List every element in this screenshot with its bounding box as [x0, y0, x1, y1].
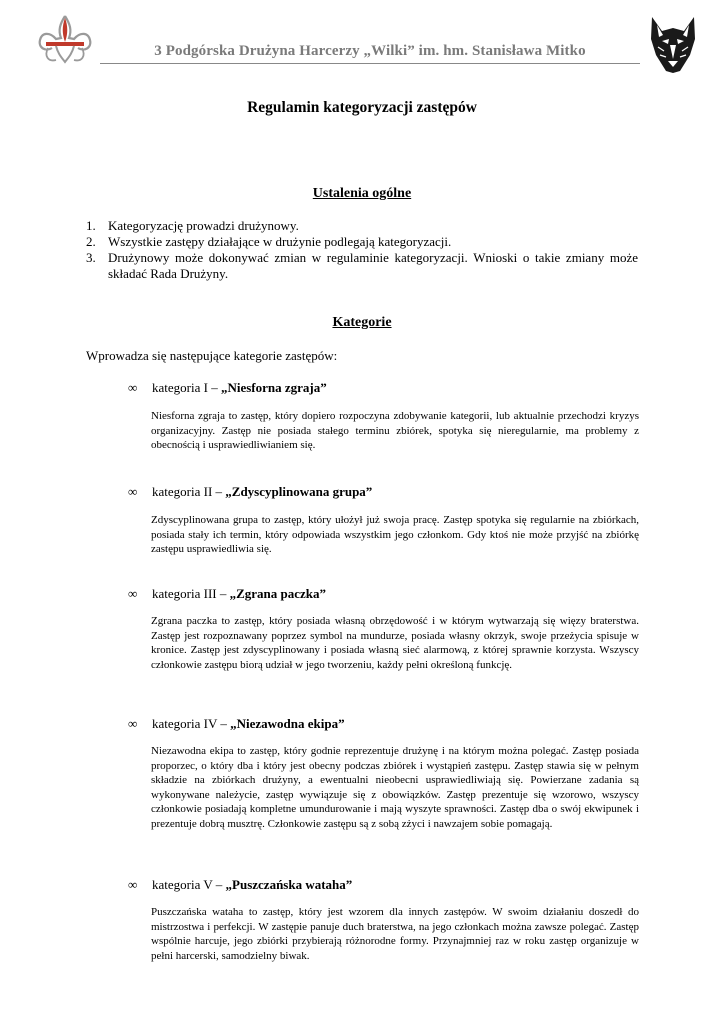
- list-item-text: Kategoryzację prowadzi drużynowy.: [108, 218, 299, 233]
- category-name: „Zgrana paczka”: [229, 586, 327, 601]
- section-heading-general: Ustalenia ogólne: [312, 186, 412, 201]
- document-title: Regulamin kategoryzacji zastępów: [247, 99, 477, 116]
- infinity-bullet-icon: ∞: [128, 716, 138, 731]
- category-label: kategoria II –: [152, 484, 226, 499]
- categories-intro: Wprowadza się następujące kategorie zastępów:: [86, 348, 338, 363]
- category-label: kategoria III –: [152, 586, 230, 601]
- list-item-number: 1.: [86, 218, 96, 233]
- category-description: Puszczańska wataha to zastęp, który jest wzorem dla innych zastępów. W swoim działaniu doszedł do mistrzostwa i perfekcji. W zastępie panuje duch braterstwa, na jego członkach można zawsze polegać. Zastęp wspólnie harcuje, jego zbiórki przybierają różnorodne formy. Przynajmniej raz w roku zastęp organizuje w pełni harcerski, samodzielny biwak.: [151, 906, 639, 962]
- header-divider: [100, 63, 640, 64]
- category-label: kategoria V –: [152, 877, 226, 892]
- list-item-text: Drużynowy może dokonywać zmian w regulaminie kategoryzacji. Wnioski o takie zmiany może składać Rada Drużyny.: [108, 250, 638, 281]
- category-heading: [128, 877, 352, 893]
- category-description: Zdyscyplinowana grupa to zastęp, który ułożył już swoja pracę. Zastęp spotyka się regularnie na zbiórkach, posiada stały ich termin, który odpowiada wszystkim jego członkom. Gdy ktoś nie może przyjść na zbiórkę zastępu usprawiedliwia się.: [151, 514, 639, 556]
- category-heading: [128, 380, 327, 396]
- category-name: „Niesforna zgraja”: [220, 380, 327, 395]
- list-item-number: 2.: [86, 234, 96, 249]
- list-item: [86, 234, 638, 250]
- category-name: „Zdyscyplinowana grupa”: [225, 484, 373, 499]
- category-description: Niesforna zgraja to zastęp, który dopiero rozpoczyna zdobywanie kategorii, lub aktualnie przechodzi kryzys organizacyjny. Zastęp nie posiada stałego terminu zbiórek, spotyka się nieregularnie, ma problemy z obecnością i usprawiedliwianiem się.: [151, 410, 639, 452]
- list-item: [86, 250, 638, 282]
- list-item-number: 3.: [86, 250, 96, 265]
- infinity-bullet-icon: ∞: [128, 380, 138, 395]
- category-description: Niezawodna ekipa to zastęp, który godnie reprezentuje drużynę i na którym można polegać. Zastęp posiada proporzec, o który dba i który jest obecny podczas zbiórek i wystąpień zastępu. Zastęp stawia się w pełnym składzie na zbiórkach drużyny, a ewentualni nieobecni usprawiedliwiają się. Powierzane zadania są wykonywane należycie, zastęp wywiązuje się z obowiązków. Zastęp prezentuje się wzorowo, wszyscy członkowie posiadają kompletne umundurowanie i mają wyszyte sprawności. Zastęp dba o swój ekwipunek i prezentuje dobrą musztrę. Członkowie zastępu są z sobą zżyci i nawzajem sobie pomagają.: [151, 745, 639, 830]
- list-item: [86, 218, 638, 234]
- scout-lily-logo: [34, 12, 96, 66]
- general-rules-list: [86, 218, 638, 282]
- category-description: Zgrana paczka to zastęp, który posiada własną obrzędowość i w którym wytwarzają się więzy braterstwa. Zastęp jest rozpoznawany poprzez symbol na mundurze, posiada własny okrzyk, swoje przeżycia spisuje w kronice. Zastęp jest zdyscyplinowany i posiada własną sieć alarmową, z której sprawnie korzysta. Wszyscy członkowie zastępu biorą udział w jego tworzeniu, każdy pełni określoną funkcję.: [151, 615, 639, 671]
- list-item-text: Wszystkie zastępy działające w drużynie podlegają kategoryzacji.: [108, 234, 452, 249]
- category-heading: [128, 716, 345, 732]
- wolf-head-logo: [648, 15, 698, 75]
- category-label: kategoria IV –: [152, 716, 231, 731]
- infinity-bullet-icon: ∞: [128, 484, 138, 499]
- category-heading: [128, 586, 326, 602]
- category-name: „Niezawodna ekipa”: [230, 716, 345, 731]
- section-heading-categories: Kategorie: [332, 315, 392, 330]
- infinity-bullet-icon: ∞: [128, 586, 138, 601]
- category-label: kategoria I –: [152, 380, 221, 395]
- header-title: 3 Podgórska Drużyna Harcerzy „Wilki” im. hm. Stanisława Mitko: [154, 43, 586, 59]
- category-heading: [128, 484, 372, 500]
- infinity-bullet-icon: ∞: [128, 877, 138, 892]
- category-name: „Puszczańska wataha”: [225, 877, 353, 892]
